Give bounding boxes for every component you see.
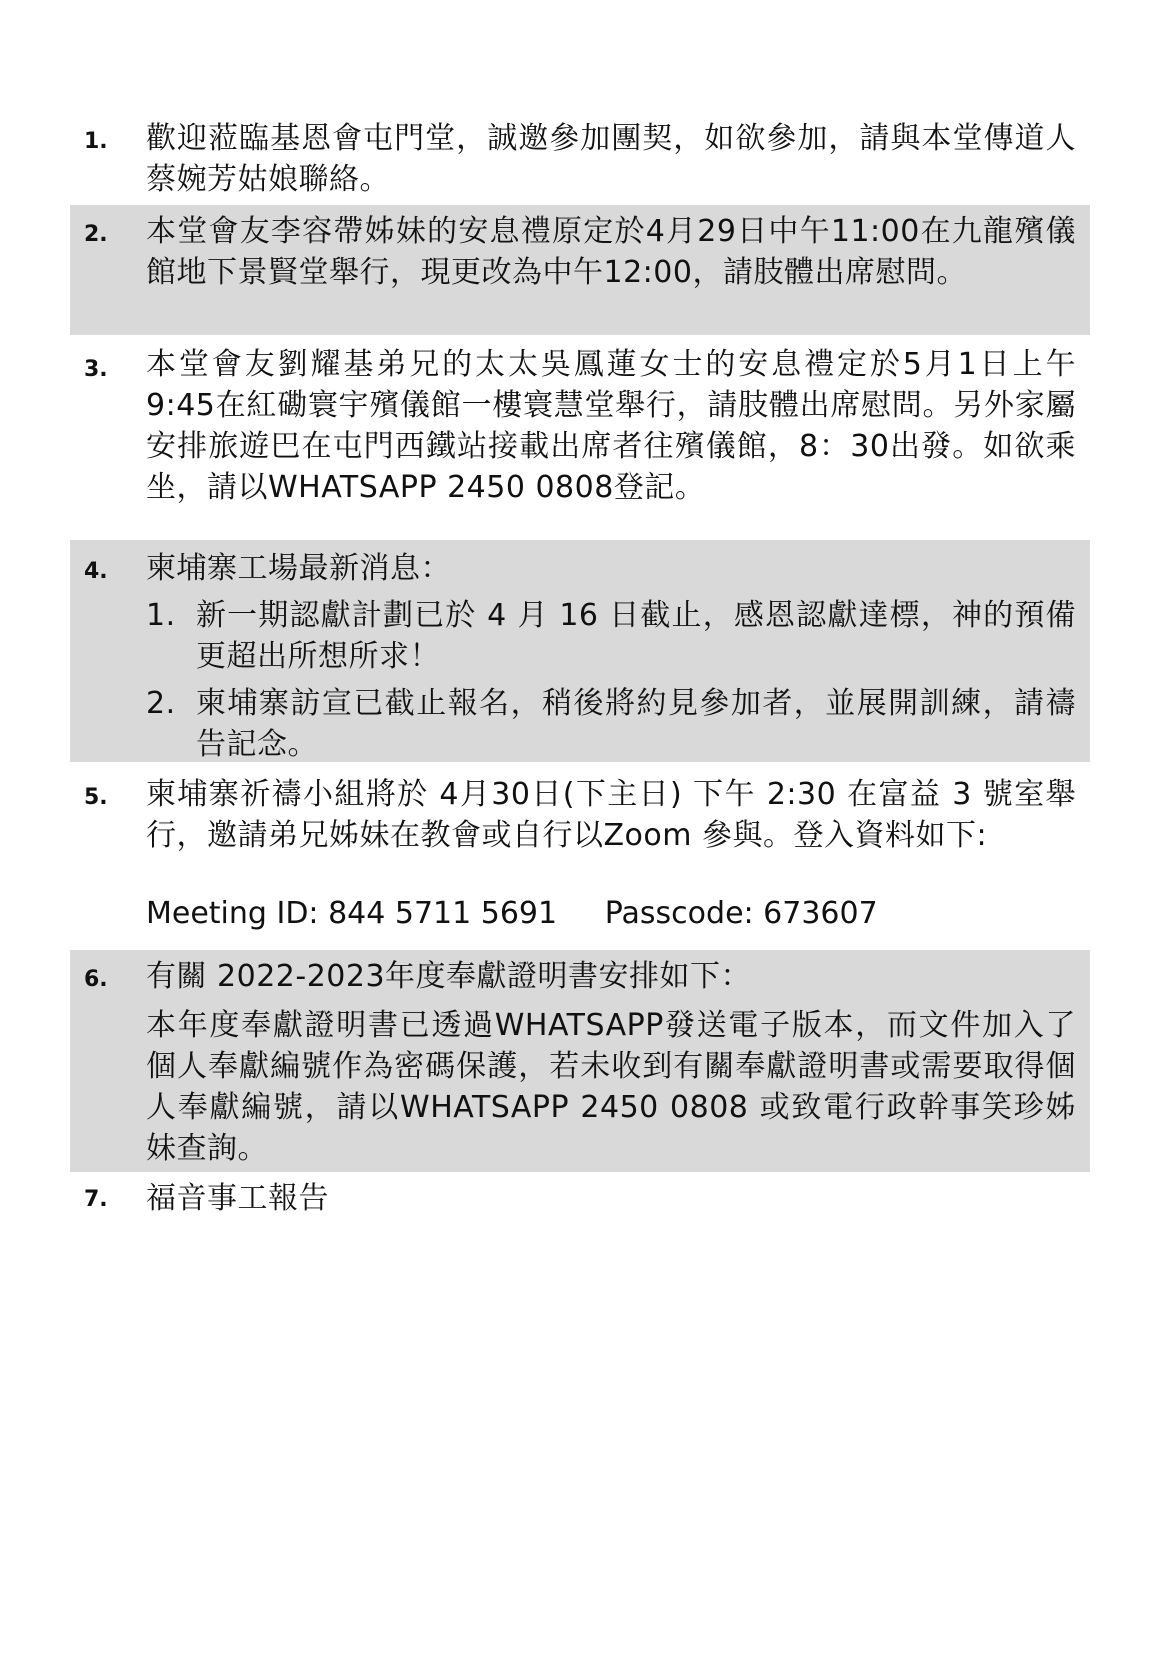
item-content [146, 548, 1076, 765]
announcement-item-1 [70, 112, 1090, 200]
sub-item-1 [146, 595, 1076, 677]
item-text: 本年度奉獻證明書已透過WHATSAPP發送電子版本，而文件加入了個人奉獻編號作為密碼保護，若未收到有關奉獻證明書或需要取得個人奉獻編號，請以WHATSAPP 2450 0808 或致電行政幹事笑珍姊妹查詢。 [146, 1008, 1076, 1166]
item-number: 7. [84, 1187, 108, 1212]
sub-item-number: 1. [146, 598, 176, 633]
item-text: 歡迎蒞臨基恩會屯門堂，誠邀參加團契，如欲參加，請與本堂傳道人蔡婉芳姑娘聯絡。 [146, 121, 1076, 197]
item-number: 4. [84, 559, 108, 584]
item-text: 柬埔寨祈禱小組將於 4月30日(下主日) 下午 2:30 在富益 3 號室舉行，邀請弟兄姊妹在教會或自行以Zoom 參與。登入資料如下: [146, 777, 1076, 853]
item-content [146, 956, 1076, 1169]
item-text: 福音事工報告 [146, 1181, 329, 1216]
sub-item-text: 柬埔寨訪宣已截止報名，稍後將約見參加者，並展開訓練，請禱告記念。 [196, 686, 1076, 762]
item-number: 1. [84, 129, 108, 154]
item-title: 柬埔寨工場最新消息： [146, 551, 451, 586]
item-number: 6. [84, 967, 108, 992]
sub-item-text: 新一期認獻計劃已於 4 月 16 日截止，感恩認獻達標，神的預備更超出所想所求！ [196, 598, 1076, 674]
announcement-item-7 [70, 1178, 1090, 1228]
item-number: 2. [84, 222, 108, 247]
item-text: 本堂會友李容帶姊妹的安息禮原定於4月29日中午11:00在九龍殯儀館地下景賢堂舉行，現更改為中午12:00，請肢體出席慰問。 [146, 214, 1076, 290]
item-number: 5. [84, 785, 108, 810]
item-title: 有關 2022-2023年度奉獻證明書安排如下： [146, 959, 752, 994]
announcement-item-6 [70, 950, 1090, 1172]
meeting-info: Meeting ID: 844 5711 5691 Passcode: 673607 [146, 896, 878, 931]
announcement-item-5 [70, 768, 1090, 948]
announcement-item-4 [70, 540, 1090, 762]
sub-item-number: 2. [146, 686, 176, 721]
item-number: 3. [84, 357, 108, 382]
announcement-item-2 [70, 205, 1090, 335]
item-text: 本堂會友劉耀基弟兄的太太吳鳳蓮女士的安息禮定於5月1日上午9:45在紅磡寰宇殯儀館一樓寰慧堂舉行，請肢體出席慰問。另外家屬安排旅遊巴在屯門西鐵站接載出席者往殯儀館，8：30出發。如欲乘坐，請以WHATSAPP 2450 0808登記。 [146, 347, 1076, 505]
sub-item-2 [146, 683, 1076, 765]
announcement-item-3 [70, 340, 1090, 510]
